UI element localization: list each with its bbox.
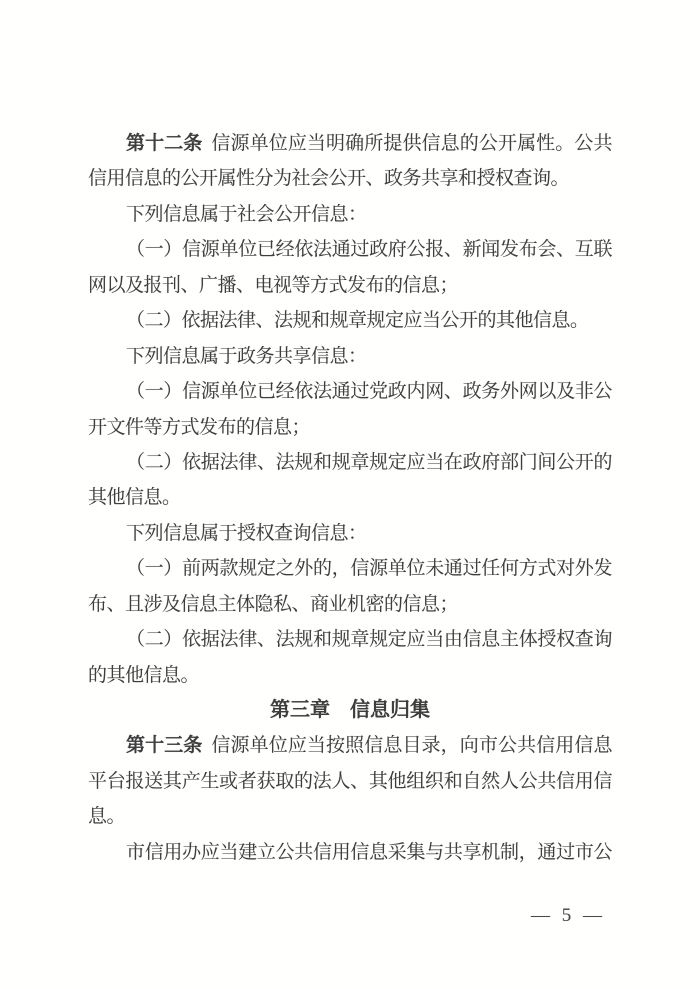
page-number: — 5 — <box>531 905 604 926</box>
text-line: 平台报送其产生或者获取的法人、其他组织和自然人公共信用信 <box>88 770 612 792</box>
text-line: 的其他信息。 <box>88 664 200 686</box>
text-line: （一）信源单位已经依法通过政府公报、新闻发布会、互联 <box>126 239 612 261</box>
text-line: 布、且涉及信息主体隐私、商业机密的信息； <box>88 593 459 615</box>
text-line: 信源单位应当按照信息目录，向市公共信用信息 <box>211 735 612 757</box>
document-body <box>88 126 612 870</box>
text-line: （一）信源单位已经依法通过党政内网、政务外网以及非公 <box>126 381 612 403</box>
text-line: 开文件等方式发布的信息； <box>88 416 311 438</box>
text-line: 信用信息的公开属性分为社会公开、政务共享和授权查询。 <box>88 168 570 190</box>
text-line: （二）依据法律、法规和规章规定应当由信息主体授权查询 <box>126 629 612 651</box>
text-line: 其他信息。 <box>88 487 181 509</box>
text-line: 下列信息属于授权查询信息： <box>126 522 367 544</box>
text-line: （一）前两款规定之外的，信源单位未通过任何方式对外发 <box>126 558 612 580</box>
text-line: （二）依据法律、法规和规章规定应当公开的其他信息。 <box>126 310 589 332</box>
text-line: 信源单位应当明确所提供信息的公开属性。公共 <box>211 133 612 154</box>
chapter-heading: 第三章 信息归集 <box>270 699 430 721</box>
article-12-label: 第十二条 <box>126 133 203 154</box>
article-13-label: 第十三条 <box>126 735 203 757</box>
text-line: 下列信息属于政务共享信息： <box>126 345 367 367</box>
text-line: （二）依据法律、法规和规章规定应当在政府部门间公开的 <box>126 451 612 473</box>
text-line: 网以及报刊、广播、电视等方式发布的信息； <box>88 274 459 296</box>
text-line: 下列信息属于社会公开信息： <box>126 203 367 225</box>
text-line-article-13 <box>88 728 612 763</box>
text-line: 息。 <box>88 806 126 828</box>
text-line: 市信用办应当建立公共信用信息采集与共享机制，通过市公 <box>126 841 612 863</box>
text-line-article-12 <box>88 126 612 161</box>
